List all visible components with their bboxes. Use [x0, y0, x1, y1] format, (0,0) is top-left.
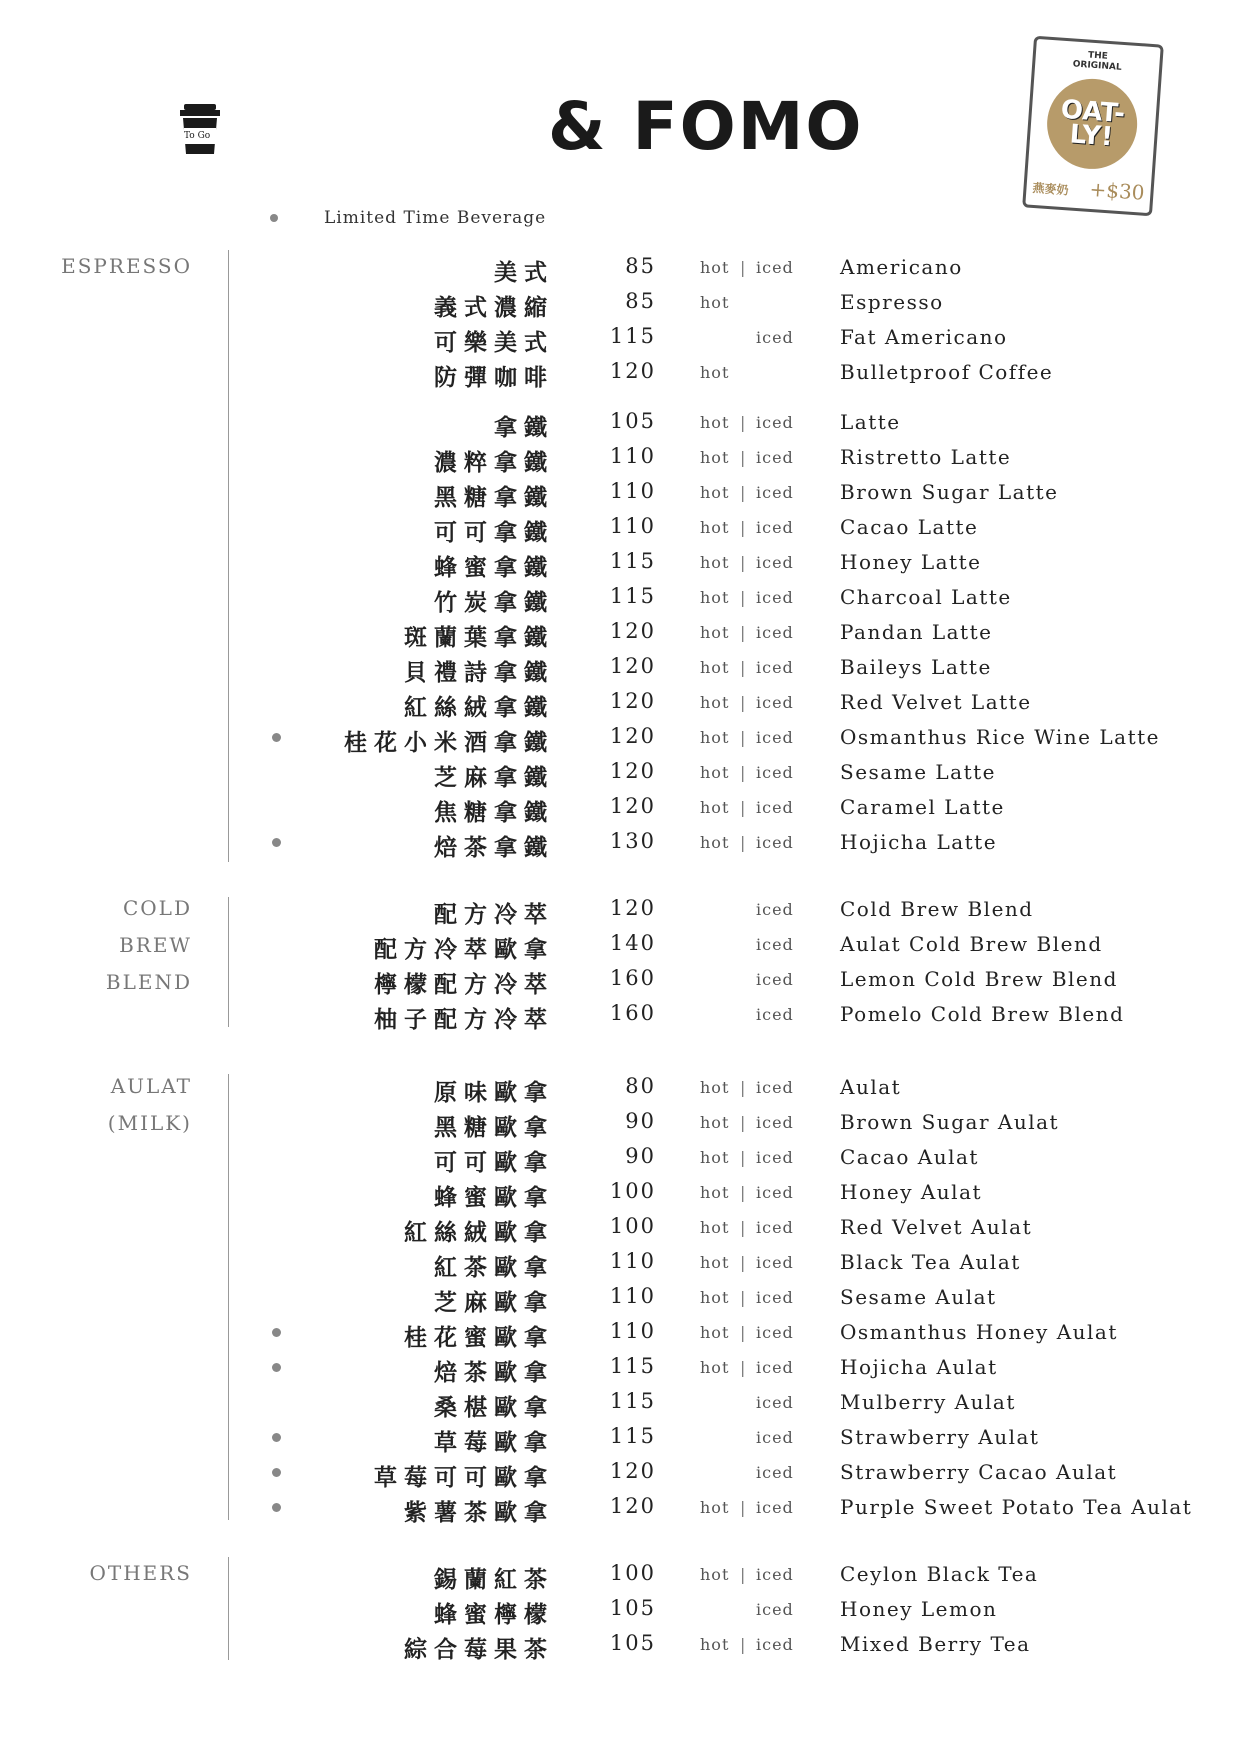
menu-item	[0, 927, 1240, 962]
hot-label: hot	[700, 1565, 730, 1584]
temp-separator: |	[740, 258, 746, 277]
item-name-zh: 美式	[494, 259, 554, 286]
iced-label: iced	[756, 1635, 794, 1654]
item-name-zh: 竹炭拿鐵	[434, 589, 554, 616]
temp-separator: |	[740, 1113, 746, 1132]
item-price: 160	[609, 1001, 656, 1025]
section-label-line: ESPRESSO	[61, 254, 192, 278]
item-name-zh: 桂花小米酒拿鐵	[344, 729, 554, 756]
item-name-en: Honey Latte	[840, 550, 982, 574]
oatly-mark-top: OAT-	[1059, 94, 1127, 130]
section-label-line: COLD	[122, 896, 192, 920]
menu-item	[0, 1420, 1240, 1455]
item-name-en: Honey Lemon	[840, 1597, 998, 1621]
menu-item	[0, 440, 1240, 475]
item-name-en: Ristretto Latte	[840, 445, 1012, 469]
iced-label: iced	[756, 553, 794, 572]
item-name-en: Red Velvet Aulat	[840, 1215, 1033, 1239]
iced-label: iced	[756, 1078, 794, 1097]
iced-label: iced	[756, 1358, 794, 1377]
hot-label: hot	[700, 518, 730, 537]
hot-label: hot	[700, 693, 730, 712]
item-name-en: Strawberry Aulat	[840, 1425, 1040, 1449]
item-name-en: Aulat	[840, 1075, 902, 1099]
hot-label: hot	[700, 658, 730, 677]
item-name-en: Fat Americano	[840, 325, 1008, 349]
limited-dot-icon	[272, 1328, 281, 1337]
item-name-en: Brown Sugar Latte	[840, 480, 1059, 504]
item-name-zh: 桂花蜜歐拿	[404, 1324, 554, 1351]
temp-separator: |	[740, 588, 746, 607]
item-name-zh: 紫薯茶歐拿	[404, 1499, 554, 1526]
item-name-en: Latte	[840, 410, 901, 434]
menu-item	[0, 755, 1240, 790]
brand-logo: & FOMO	[548, 88, 864, 165]
menu-item	[0, 1070, 1240, 1105]
iced-label: iced	[756, 328, 794, 347]
section-label-line: OTHERS	[89, 1561, 192, 1585]
item-price: 115	[609, 1389, 656, 1413]
iced-label: iced	[756, 1148, 794, 1167]
hot-label: hot	[700, 1498, 730, 1517]
limited-legend-text: Limited Time Beverage	[324, 208, 547, 228]
menu-item	[0, 720, 1240, 755]
item-name-en: Pomelo Cold Brew Blend	[840, 1002, 1125, 1026]
hot-label: hot	[700, 728, 730, 747]
item-name-en: Red Velvet Latte	[840, 690, 1032, 714]
item-price: 120	[609, 689, 656, 713]
item-price: 130	[609, 829, 656, 853]
oatly-original: ORIGINAL	[1072, 59, 1122, 73]
menu-item	[0, 1455, 1240, 1490]
item-name-zh: 義式濃縮	[434, 294, 554, 321]
item-name-zh: 配方冷萃	[434, 901, 554, 928]
item-name-en: Americano	[840, 255, 963, 279]
iced-label: iced	[756, 763, 794, 782]
item-name-en: Honey Aulat	[840, 1180, 983, 1204]
item-name-en: Bulletproof Coffee	[840, 360, 1054, 384]
item-name-zh: 可樂美式	[434, 329, 554, 356]
item-name-en: Baileys Latte	[840, 655, 992, 679]
menu-item	[0, 1245, 1240, 1280]
menu-item	[0, 510, 1240, 545]
hot-label: hot	[700, 1148, 730, 1167]
iced-label: iced	[756, 1253, 794, 1272]
item-price: 90	[625, 1144, 656, 1168]
temp-separator: |	[740, 763, 746, 782]
hot-label: hot	[700, 1358, 730, 1377]
hot-label: hot	[700, 293, 730, 312]
menu-item	[0, 1280, 1240, 1315]
item-name-zh: 配方冷萃歐拿	[374, 936, 554, 963]
menu-item	[0, 1557, 1240, 1592]
limited-dot-icon	[270, 214, 278, 222]
item-price: 100	[609, 1179, 656, 1203]
item-name-zh: 蜂蜜拿鐵	[434, 554, 554, 581]
item-price: 115	[609, 324, 656, 348]
item-name-zh: 黑糖拿鐵	[434, 484, 554, 511]
item-price: 120	[609, 759, 656, 783]
menu-item	[0, 475, 1240, 510]
item-name-zh: 拿鐵	[494, 414, 554, 441]
item-price: 120	[609, 794, 656, 818]
item-name-zh: 原味歐拿	[434, 1079, 554, 1106]
iced-label: iced	[756, 970, 794, 989]
hot-label: hot	[700, 1323, 730, 1342]
item-name-zh: 焙茶拿鐵	[434, 834, 554, 861]
item-price: 105	[609, 1596, 656, 1620]
iced-label: iced	[756, 1005, 794, 1024]
item-name-zh: 檸檬配方冷萃	[374, 971, 554, 998]
menu-item	[0, 962, 1240, 997]
section-label-line: AULAT	[110, 1074, 192, 1098]
temp-separator: |	[740, 483, 746, 502]
item-price: 120	[609, 1459, 656, 1483]
temp-separator: |	[740, 1498, 746, 1517]
item-name-zh: 可可歐拿	[434, 1149, 554, 1176]
temp-separator: |	[740, 833, 746, 852]
iced-label: iced	[756, 728, 794, 747]
item-name-zh: 紅絲絨拿鐵	[404, 694, 554, 721]
menu-item	[0, 580, 1240, 615]
menu-item	[0, 1210, 1240, 1245]
limited-dot-icon	[272, 1433, 281, 1442]
item-name-zh: 草莓可可歐拿	[374, 1464, 554, 1491]
item-price: 105	[609, 409, 656, 433]
item-name-en: Pandan Latte	[840, 620, 993, 644]
temp-separator: |	[740, 553, 746, 572]
menu-item	[0, 1490, 1240, 1525]
menu-item	[0, 825, 1240, 860]
iced-label: iced	[756, 798, 794, 817]
hot-label: hot	[700, 623, 730, 642]
menu-item	[0, 650, 1240, 685]
iced-label: iced	[756, 1288, 794, 1307]
item-name-zh: 黑糖歐拿	[434, 1114, 554, 1141]
iced-label: iced	[756, 1218, 794, 1237]
temp-separator: |	[740, 1078, 746, 1097]
menu-item	[0, 997, 1240, 1032]
item-name-zh: 蜂蜜歐拿	[434, 1184, 554, 1211]
item-price: 120	[609, 896, 656, 920]
iced-label: iced	[756, 623, 794, 642]
hot-label: hot	[700, 363, 730, 382]
item-name-en: Cold Brew Blend	[840, 897, 1034, 921]
iced-label: iced	[756, 693, 794, 712]
item-price: 100	[609, 1561, 656, 1585]
hot-label: hot	[700, 588, 730, 607]
item-name-en: Sesame Latte	[840, 760, 996, 784]
hot-label: hot	[700, 1218, 730, 1237]
iced-label: iced	[756, 1600, 794, 1619]
item-price: 115	[609, 1424, 656, 1448]
item-name-en: Black Tea Aulat	[840, 1250, 1021, 1274]
item-name-zh: 貝禮詩拿鐵	[404, 659, 554, 686]
item-price: 110	[609, 444, 656, 468]
menu-item	[0, 1592, 1240, 1627]
hot-label: hot	[700, 1635, 730, 1654]
hot-label: hot	[700, 553, 730, 572]
oatly-zh-label: 燕麥奶	[1032, 180, 1069, 198]
temp-separator: |	[740, 798, 746, 817]
iced-label: iced	[756, 1463, 794, 1482]
limited-dot-icon	[272, 1503, 281, 1512]
item-price: 110	[609, 1319, 656, 1343]
iced-label: iced	[756, 1393, 794, 1412]
temp-separator: |	[740, 1288, 746, 1307]
menu-item	[0, 1350, 1240, 1385]
item-price: 115	[609, 1354, 656, 1378]
item-name-zh: 草莓歐拿	[434, 1429, 554, 1456]
item-name-zh: 紅茶歐拿	[434, 1254, 554, 1281]
iced-label: iced	[756, 1323, 794, 1342]
temp-separator: |	[740, 1635, 746, 1654]
menu-item	[0, 1627, 1240, 1662]
item-name-en: Mulberry Aulat	[840, 1390, 1016, 1414]
item-name-zh: 濃粹拿鐵	[434, 449, 554, 476]
hot-label: hot	[700, 258, 730, 277]
item-price: 110	[609, 1249, 656, 1273]
item-name-zh: 綜合莓果茶	[404, 1636, 554, 1663]
hot-label: hot	[700, 1078, 730, 1097]
item-name-en: Aulat Cold Brew Blend	[840, 932, 1103, 956]
hot-label: hot	[700, 763, 730, 782]
temp-separator: |	[740, 1253, 746, 1272]
menu-item	[0, 250, 1240, 285]
oatly-mark-bottom: LY!	[1068, 119, 1114, 153]
iced-label: iced	[756, 483, 794, 502]
item-name-en: Cacao Latte	[840, 515, 979, 539]
item-price: 160	[609, 966, 656, 990]
item-name-zh: 焦糖拿鐵	[434, 799, 554, 826]
iced-label: iced	[756, 1113, 794, 1132]
section-label-line: BREW	[119, 933, 192, 957]
menu-item	[0, 1385, 1240, 1420]
temp-separator: |	[740, 1218, 746, 1237]
menu-item	[0, 892, 1240, 927]
iced-label: iced	[756, 413, 794, 432]
iced-label: iced	[756, 833, 794, 852]
iced-label: iced	[756, 1565, 794, 1584]
hot-label: hot	[700, 483, 730, 502]
item-name-en: Caramel Latte	[840, 795, 1005, 819]
item-price: 100	[609, 1214, 656, 1238]
item-name-en: Espresso	[840, 290, 944, 314]
menu-item	[0, 355, 1240, 390]
iced-label: iced	[756, 900, 794, 919]
temp-separator: |	[740, 1565, 746, 1584]
menu-item	[0, 405, 1240, 440]
menu-item	[0, 790, 1240, 825]
item-name-en: Hojicha Aulat	[840, 1355, 998, 1379]
hot-label: hot	[700, 413, 730, 432]
hot-label: hot	[700, 1288, 730, 1307]
menu-item	[0, 320, 1240, 355]
item-price: 120	[609, 359, 656, 383]
iced-label: iced	[756, 935, 794, 954]
item-name-zh: 可可拿鐵	[434, 519, 554, 546]
to-go-label: To Go	[184, 131, 211, 141]
item-price: 120	[609, 724, 656, 748]
item-price: 110	[609, 1284, 656, 1308]
limited-dot-icon	[272, 838, 281, 847]
iced-label: iced	[756, 1428, 794, 1447]
item-price: 140	[609, 931, 656, 955]
iced-label: iced	[756, 518, 794, 537]
limited-dot-icon	[272, 1468, 281, 1477]
item-name-zh: 錫蘭紅茶	[434, 1566, 554, 1593]
iced-label: iced	[756, 1498, 794, 1517]
item-name-en: Osmanthus Rice Wine Latte	[840, 725, 1160, 749]
iced-label: iced	[756, 658, 794, 677]
iced-label: iced	[756, 448, 794, 467]
menu-item	[0, 615, 1240, 650]
hot-label: hot	[700, 833, 730, 852]
temp-separator: |	[740, 518, 746, 537]
item-price: 120	[609, 654, 656, 678]
item-price: 110	[609, 479, 656, 503]
hot-label: hot	[700, 448, 730, 467]
temp-separator: |	[740, 1148, 746, 1167]
item-price: 115	[609, 549, 656, 573]
section-label-line: BLEND	[105, 970, 192, 994]
item-price: 80	[625, 1074, 656, 1098]
item-price: 85	[625, 254, 656, 278]
temp-separator: |	[740, 658, 746, 677]
temp-separator: |	[740, 1358, 746, 1377]
item-name-en: Lemon Cold Brew Blend	[840, 967, 1118, 991]
item-price: 85	[625, 289, 656, 313]
item-price: 90	[625, 1109, 656, 1133]
to-go-cup-icon	[180, 104, 220, 156]
item-name-en: Strawberry Cacao Aulat	[840, 1460, 1118, 1484]
item-name-zh: 斑蘭葉拿鐵	[404, 624, 554, 651]
temp-separator: |	[740, 413, 746, 432]
menu-item	[0, 1105, 1240, 1140]
item-name-en: Mixed Berry Tea	[840, 1632, 1031, 1656]
item-price: 105	[609, 1631, 656, 1655]
temp-separator: |	[740, 623, 746, 642]
temp-separator: |	[740, 1183, 746, 1202]
hot-label: hot	[700, 1113, 730, 1132]
menu-item	[0, 285, 1240, 320]
oatly-price: +$30	[1088, 176, 1146, 205]
iced-label: iced	[756, 588, 794, 607]
hot-label: hot	[700, 1253, 730, 1272]
item-name-en: Purple Sweet Potato Tea Aulat	[840, 1495, 1193, 1519]
item-name-zh: 芝麻拿鐵	[434, 764, 554, 791]
temp-separator: |	[740, 1323, 746, 1342]
item-name-zh: 芝麻歐拿	[434, 1289, 554, 1316]
menu-item	[0, 545, 1240, 580]
item-name-en: Ceylon Black Tea	[840, 1562, 1039, 1586]
item-name-zh: 紅絲絨歐拿	[404, 1219, 554, 1246]
item-name-en: Hojicha Latte	[840, 830, 998, 854]
item-name-en: Charcoal Latte	[840, 585, 1012, 609]
hot-label: hot	[700, 798, 730, 817]
item-name-zh: 桑椹歐拿	[434, 1394, 554, 1421]
item-name-zh: 柚子配方冷萃	[374, 1006, 554, 1033]
menu-item	[0, 1315, 1240, 1350]
item-price: 120	[609, 1494, 656, 1518]
iced-label: iced	[756, 258, 794, 277]
limited-dot-icon	[272, 1363, 281, 1372]
temp-separator: |	[740, 448, 746, 467]
temp-separator: |	[740, 728, 746, 747]
limited-dot-icon	[272, 733, 281, 742]
menu-item	[0, 1140, 1240, 1175]
item-name-zh: 防彈咖啡	[434, 364, 554, 391]
oatly-the: THE	[1087, 50, 1109, 62]
item-name-en: Osmanthus Honey Aulat	[840, 1320, 1118, 1344]
item-name-en: Brown Sugar Aulat	[840, 1110, 1060, 1134]
menu-item	[0, 1175, 1240, 1210]
item-name-en: Sesame Aulat	[840, 1285, 997, 1309]
section-label-line: (MILK)	[107, 1111, 192, 1135]
item-name-zh: 蜂蜜檸檬	[434, 1601, 554, 1628]
item-name-zh: 焙茶歐拿	[434, 1359, 554, 1386]
oatly-badge	[1022, 36, 1164, 217]
iced-label: iced	[756, 1183, 794, 1202]
item-price: 115	[609, 584, 656, 608]
item-name-en: Cacao Aulat	[840, 1145, 979, 1169]
temp-separator: |	[740, 693, 746, 712]
item-price: 120	[609, 619, 656, 643]
menu-item	[0, 685, 1240, 720]
hot-label: hot	[700, 1183, 730, 1202]
item-price: 110	[609, 514, 656, 538]
